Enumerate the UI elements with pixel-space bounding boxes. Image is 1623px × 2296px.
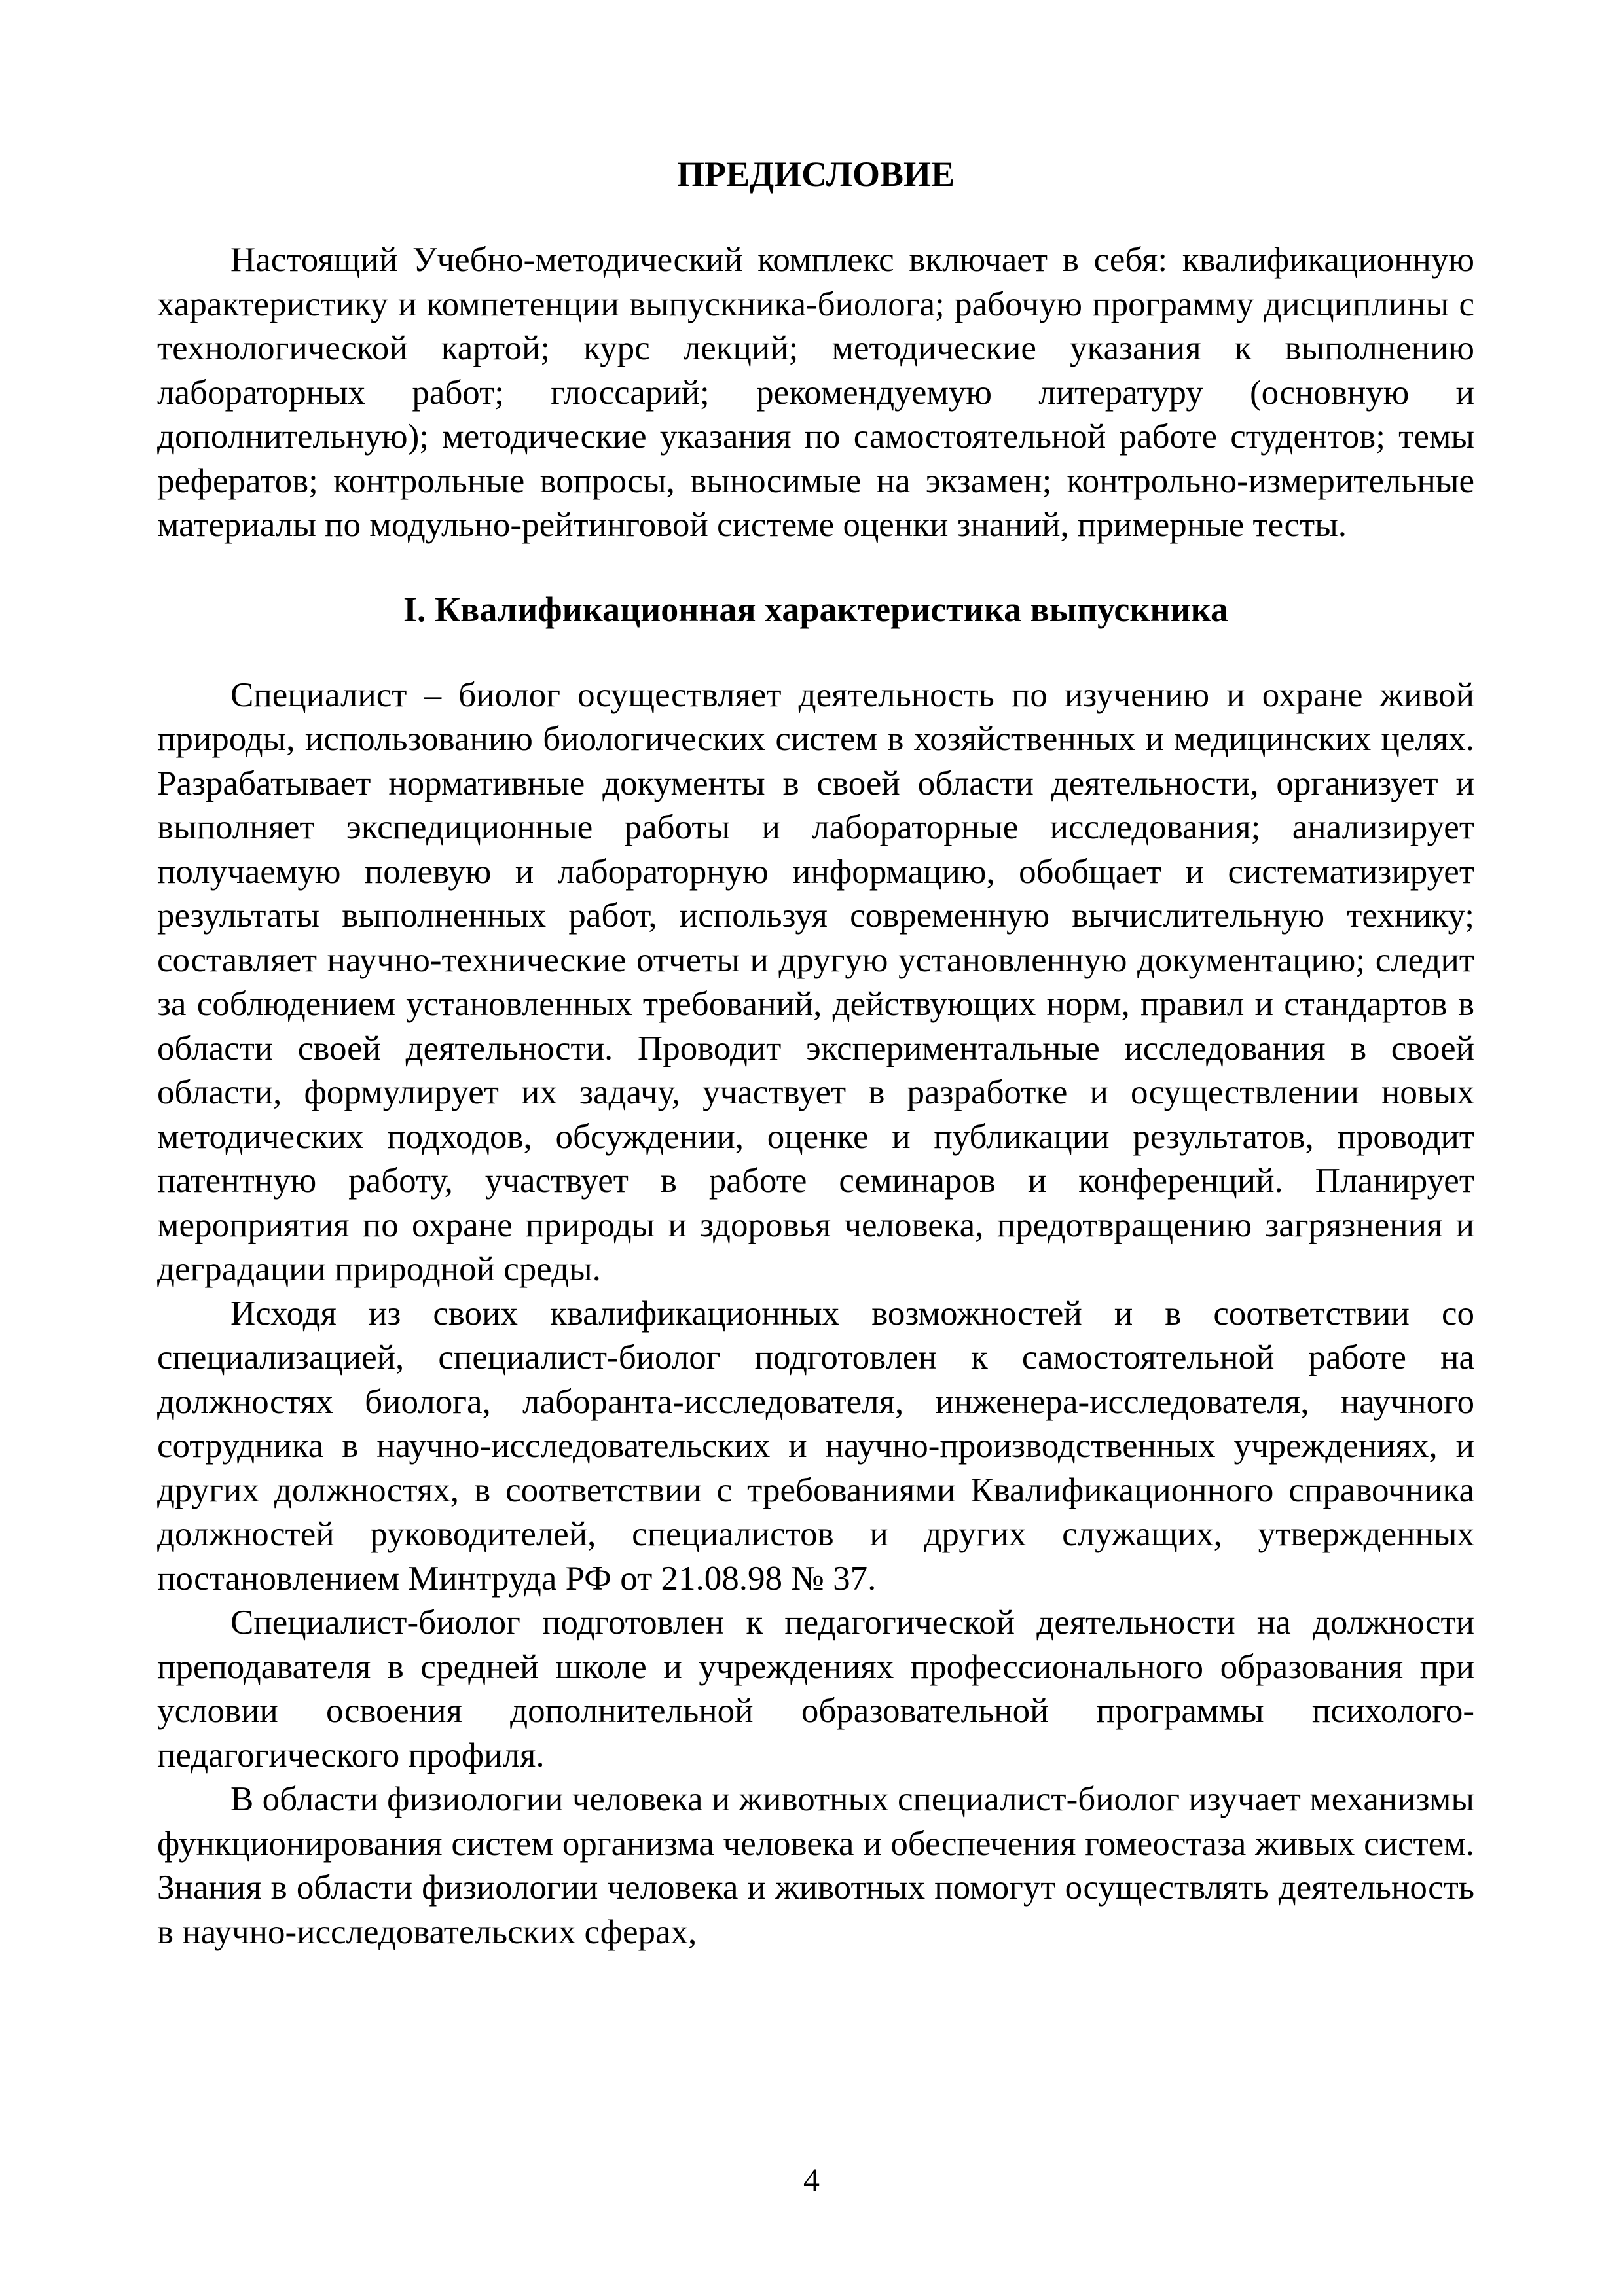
preface-title: ПРЕДИСЛОВИЕ [676,154,955,194]
section-paragraph-4: В области физиологии человека и животных специалист-биолог изучает механизмы функционирования систем организма человека и обеспечения гомеостаза живых систем. Знания в области физиологии человека и животных помогут осуществлять деятельность в научно-исследовательских сферах, [157,1780,1474,1951]
section-paragraph-2: Исходя из своих квалификационных возможностей и в соответствии со специализацией, специалист-биолог подготовлен к самостоятельной работе на должностях биолога, лаборанта-исследователя, инженера-исследователя, научного сотрудника в научно-исследовательских и научно-производственных учреждениях, и других должностях, в соответствии с требованиями Квалификационного справочника должностей руководителей, специалистов и других служащих, утвержденных постановлением Минтруда РФ от 21.08.98 № 37. [157,1294,1474,1598]
document-page [157,151,1474,1954]
preface-paragraph: Настоящий Учебно-методический комплекс включает в себя: квалификационную характеристику и компетенции выпускника-биолога; рабочую программу дисциплины с технологической картой; курс лекций; методические указания к выполнению лабораторных работ; глоссарий; рекомендуемую литературу (основную и дополнительную); методические указания по самостоятельной работе студентов; темы рефератов; контрольные вопросы, выносимые на экзамен; контрольно-измерительные материалы по модульно-рейтинговой системе оценки знаний, примерные тесты. [157,241,1474,544]
section-title: I. Квалификационная характеристика выпускника [403,589,1228,629]
page-number: 4 [803,2161,820,2198]
section-paragraph-3: Специалист-биолог подготовлен к педагогической деятельности на должности преподавателя в средней школе и учреждениях профессионального образования при условии освоения дополнительной образовательной программы психолого-педагогического профиля. [157,1604,1474,1774]
section-paragraph-1: Специалист – биолог осуществляет деятельность по изучению и охране живой природы, использованию биологических систем в хозяйственных и медицинских целях. Разрабатывает нормативные документы в своей области деятельности, организует и выполняет экспедиционные работы и лабораторные исследования; анализирует получаемую полевую и лабораторную информацию, обобщает и систематизирует результаты выполненных работ, используя современную вычислительную технику; составляет научно-технические отчеты и другую установленную документацию; следит за соблюдением установленных требований, действующих норм, правил и стандартов в области своей деятельности. Проводит экспериментальные исследования в своей области, формулирует их задачу, участвует в разработке и осуществлении новых методических подходов, обсуждении, оценке и публикации результатов, проводит патентную работу, участвует в работе семинаров и конференций. Планирует мероприятия по охране природы и здоровья человека, предотвращению загрязнения и деградации природной среды. [157,675,1474,1288]
